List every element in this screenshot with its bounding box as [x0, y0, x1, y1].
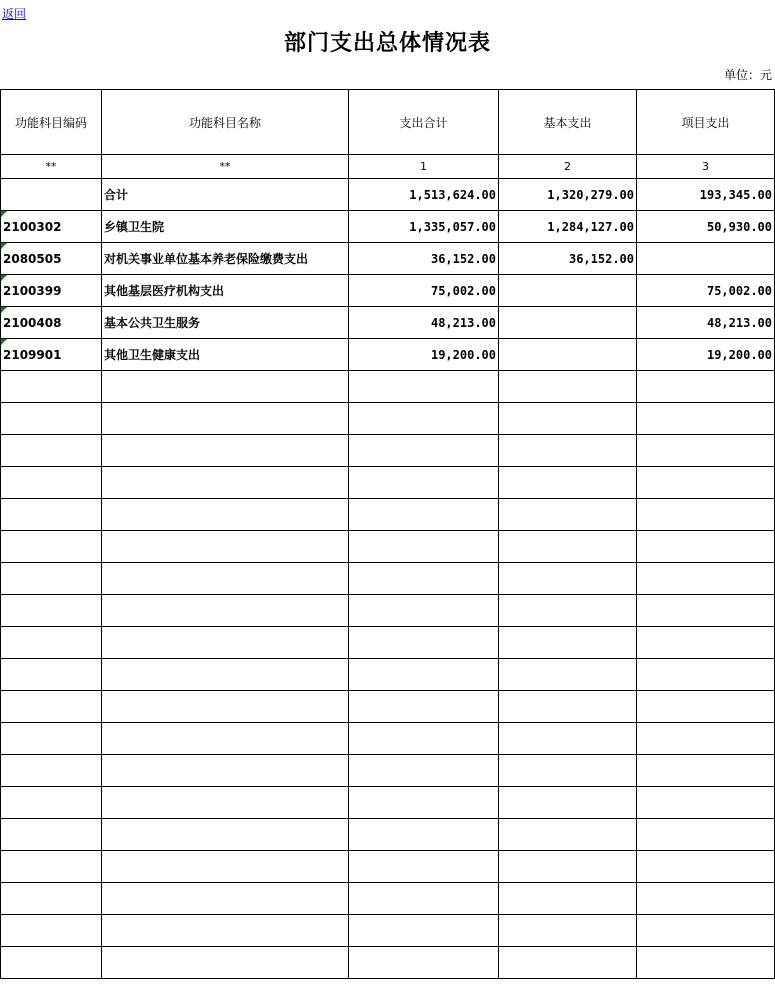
code-cell-text: 2100302	[3, 219, 62, 234]
total-cell	[349, 275, 499, 307]
empty-cell	[349, 371, 499, 403]
empty-cell	[102, 851, 349, 883]
empty-cell	[499, 883, 637, 915]
empty-cell	[1, 723, 102, 755]
empty-cell	[1, 819, 102, 851]
empty-row	[1, 819, 775, 851]
index-row	[1, 155, 775, 179]
empty-row	[1, 627, 775, 659]
empty-cell	[637, 467, 775, 499]
total-cell	[349, 243, 499, 275]
empty-cell	[349, 627, 499, 659]
total-cell-text: 19,200.00	[430, 347, 496, 362]
empty-cell	[637, 915, 775, 947]
empty-cell	[637, 723, 775, 755]
project-cell-text: 48,213.00	[706, 315, 772, 330]
total-cell-text: 36,152.00	[430, 251, 496, 266]
empty-row	[1, 787, 775, 819]
empty-cell	[499, 467, 637, 499]
table-row	[1, 179, 775, 211]
empty-cell	[637, 755, 775, 787]
empty-row	[1, 467, 775, 499]
empty-cell	[499, 627, 637, 659]
code-cell	[1, 243, 102, 275]
code-cell-text: 2100408	[3, 315, 62, 330]
empty-cell	[499, 947, 637, 979]
empty-cell	[102, 371, 349, 403]
cell-marker-icon	[1, 211, 7, 217]
project-cell	[637, 275, 775, 307]
empty-row	[1, 723, 775, 755]
empty-cell	[349, 499, 499, 531]
empty-row	[1, 595, 775, 627]
header-total: 支出合计	[349, 90, 499, 155]
empty-cell	[499, 819, 637, 851]
header-code: 功能科目编码	[1, 90, 102, 155]
code-cell	[1, 275, 102, 307]
empty-cell	[1, 851, 102, 883]
empty-cell	[1, 691, 102, 723]
empty-cell	[1, 467, 102, 499]
empty-cell	[102, 595, 349, 627]
name-cell-text: 乡镇卫生院	[104, 220, 165, 234]
total-cell	[349, 179, 499, 211]
empty-row	[1, 947, 775, 979]
empty-cell	[349, 755, 499, 787]
empty-row	[1, 499, 775, 531]
empty-cell	[349, 467, 499, 499]
empty-cell	[349, 883, 499, 915]
cell-marker-icon	[1, 339, 7, 345]
unit-label: 单位：元	[723, 68, 772, 82]
empty-cell	[637, 883, 775, 915]
name-cell	[102, 211, 349, 243]
code-cell	[1, 211, 102, 243]
code-cell-text: 2100399	[3, 283, 62, 298]
empty-row	[1, 851, 775, 883]
empty-row	[1, 435, 775, 467]
table-row	[1, 339, 775, 371]
header-basic: 基本支出	[499, 90, 637, 155]
empty-cell	[637, 787, 775, 819]
basic-cell	[499, 179, 637, 211]
empty-cell	[499, 595, 637, 627]
empty-cell	[102, 403, 349, 435]
empty-cell	[499, 403, 637, 435]
code-cell	[1, 339, 102, 371]
empty-cell	[637, 947, 775, 979]
basic-cell-text: 36,152.00	[568, 251, 634, 266]
empty-cell	[1, 659, 102, 691]
name-cell-text: 其他基层医疗机构支出	[104, 284, 225, 298]
empty-cell	[349, 659, 499, 691]
empty-cell	[637, 531, 775, 563]
empty-cell	[349, 851, 499, 883]
empty-row	[1, 915, 775, 947]
empty-cell	[102, 499, 349, 531]
name-cell-text: 对机关事业单位基本养老保险缴费支出	[104, 252, 309, 266]
project-cell	[637, 307, 775, 339]
empty-cell	[1, 947, 102, 979]
empty-cell	[1, 883, 102, 915]
empty-cell	[1, 499, 102, 531]
header-project: 项目支出	[637, 90, 775, 155]
index-cell: 1	[349, 155, 499, 179]
total-cell	[349, 211, 499, 243]
empty-cell	[102, 435, 349, 467]
name-cell	[102, 243, 349, 275]
empty-cell	[499, 915, 637, 947]
empty-cell	[1, 531, 102, 563]
empty-cell	[1, 403, 102, 435]
empty-cell	[499, 691, 637, 723]
empty-cell	[349, 787, 499, 819]
empty-cell	[102, 915, 349, 947]
basic-cell	[499, 275, 637, 307]
basic-cell	[499, 339, 637, 371]
empty-cell	[499, 755, 637, 787]
table-row	[1, 211, 775, 243]
empty-cell	[349, 723, 499, 755]
empty-cell	[102, 563, 349, 595]
empty-cell	[637, 499, 775, 531]
empty-cell	[1, 595, 102, 627]
empty-cell	[499, 787, 637, 819]
code-cell-text: 2080505	[3, 251, 62, 266]
empty-cell	[1, 563, 102, 595]
empty-row	[1, 755, 775, 787]
empty-cell	[349, 819, 499, 851]
empty-cell	[102, 627, 349, 659]
empty-cell	[499, 723, 637, 755]
empty-cell	[637, 435, 775, 467]
empty-cell	[1, 627, 102, 659]
empty-cell	[102, 787, 349, 819]
cell-marker-icon	[1, 243, 7, 249]
basic-cell-text: 1,284,127.00	[547, 219, 634, 234]
empty-cell	[1, 787, 102, 819]
total-cell	[349, 339, 499, 371]
project-cell-text: 50,930.00	[706, 219, 772, 234]
empty-cell	[349, 563, 499, 595]
project-cell	[637, 211, 775, 243]
empty-row	[1, 563, 775, 595]
name-cell	[102, 275, 349, 307]
name-cell	[102, 339, 349, 371]
empty-row	[1, 531, 775, 563]
project-cell-text: 19,200.00	[706, 347, 772, 362]
project-cell-text: 193,345.00	[699, 187, 772, 202]
index-cell: **	[102, 155, 349, 179]
empty-cell	[499, 563, 637, 595]
total-cell	[349, 307, 499, 339]
name-cell-text: 基本公共卫生服务	[104, 316, 201, 330]
empty-cell	[102, 947, 349, 979]
empty-cell	[102, 819, 349, 851]
empty-cell	[102, 467, 349, 499]
empty-cell	[349, 595, 499, 627]
empty-row	[1, 659, 775, 691]
empty-row	[1, 883, 775, 915]
empty-cell	[637, 403, 775, 435]
empty-cell	[349, 691, 499, 723]
total-cell-text: 75,002.00	[430, 283, 496, 298]
empty-cell	[637, 627, 775, 659]
index-cell: 2	[499, 155, 637, 179]
empty-cell	[102, 691, 349, 723]
empty-cell	[637, 819, 775, 851]
empty-cell	[349, 403, 499, 435]
empty-cell	[499, 499, 637, 531]
empty-row	[1, 691, 775, 723]
name-cell-text: 合计	[104, 188, 129, 202]
basic-cell-text: 1,320,279.00	[547, 187, 634, 202]
project-cell-text: 75,002.00	[706, 283, 772, 298]
name-cell	[102, 179, 349, 211]
table-row	[1, 243, 775, 275]
code-cell	[1, 179, 102, 211]
empty-cell	[499, 851, 637, 883]
code-cell	[1, 307, 102, 339]
total-cell-text: 48,213.00	[430, 315, 496, 330]
empty-cell	[637, 851, 775, 883]
empty-cell	[349, 947, 499, 979]
empty-cell	[637, 371, 775, 403]
empty-cell	[1, 755, 102, 787]
basic-cell	[499, 243, 637, 275]
empty-cell	[102, 659, 349, 691]
empty-cell	[349, 435, 499, 467]
empty-cell	[102, 723, 349, 755]
cell-marker-icon	[1, 275, 7, 281]
project-cell	[637, 339, 775, 371]
empty-cell	[499, 371, 637, 403]
cell-marker-icon	[1, 307, 7, 313]
empty-cell	[1, 915, 102, 947]
index-cell: **	[1, 155, 102, 179]
basic-cell	[499, 307, 637, 339]
index-cell: 3	[637, 155, 775, 179]
empty-cell	[499, 659, 637, 691]
project-cell	[637, 179, 775, 211]
table-row	[1, 275, 775, 307]
empty-cell	[102, 755, 349, 787]
name-cell	[102, 307, 349, 339]
header-name: 功能科目名称	[102, 90, 349, 155]
total-cell-text: 1,335,057.00	[409, 219, 496, 234]
code-cell-text: 2109901	[3, 347, 62, 362]
empty-cell	[1, 371, 102, 403]
empty-cell	[637, 595, 775, 627]
name-cell-text: 其他卫生健康支出	[104, 348, 201, 362]
total-cell-text: 1,513,624.00	[409, 187, 496, 202]
back-link[interactable]: 返回	[2, 7, 27, 21]
empty-cell	[637, 563, 775, 595]
basic-cell	[499, 211, 637, 243]
empty-cell	[499, 435, 637, 467]
empty-cell	[349, 915, 499, 947]
expenditure-table	[0, 89, 775, 979]
empty-cell	[102, 883, 349, 915]
empty-cell	[637, 691, 775, 723]
empty-row	[1, 403, 775, 435]
table-row	[1, 307, 775, 339]
project-cell	[637, 243, 775, 275]
page-title: 部门支出总体情况表	[283, 30, 491, 56]
empty-cell	[499, 531, 637, 563]
empty-row	[1, 371, 775, 403]
empty-cell	[349, 531, 499, 563]
empty-cell	[637, 659, 775, 691]
empty-cell	[102, 531, 349, 563]
header-row	[1, 90, 775, 155]
empty-cell	[1, 435, 102, 467]
